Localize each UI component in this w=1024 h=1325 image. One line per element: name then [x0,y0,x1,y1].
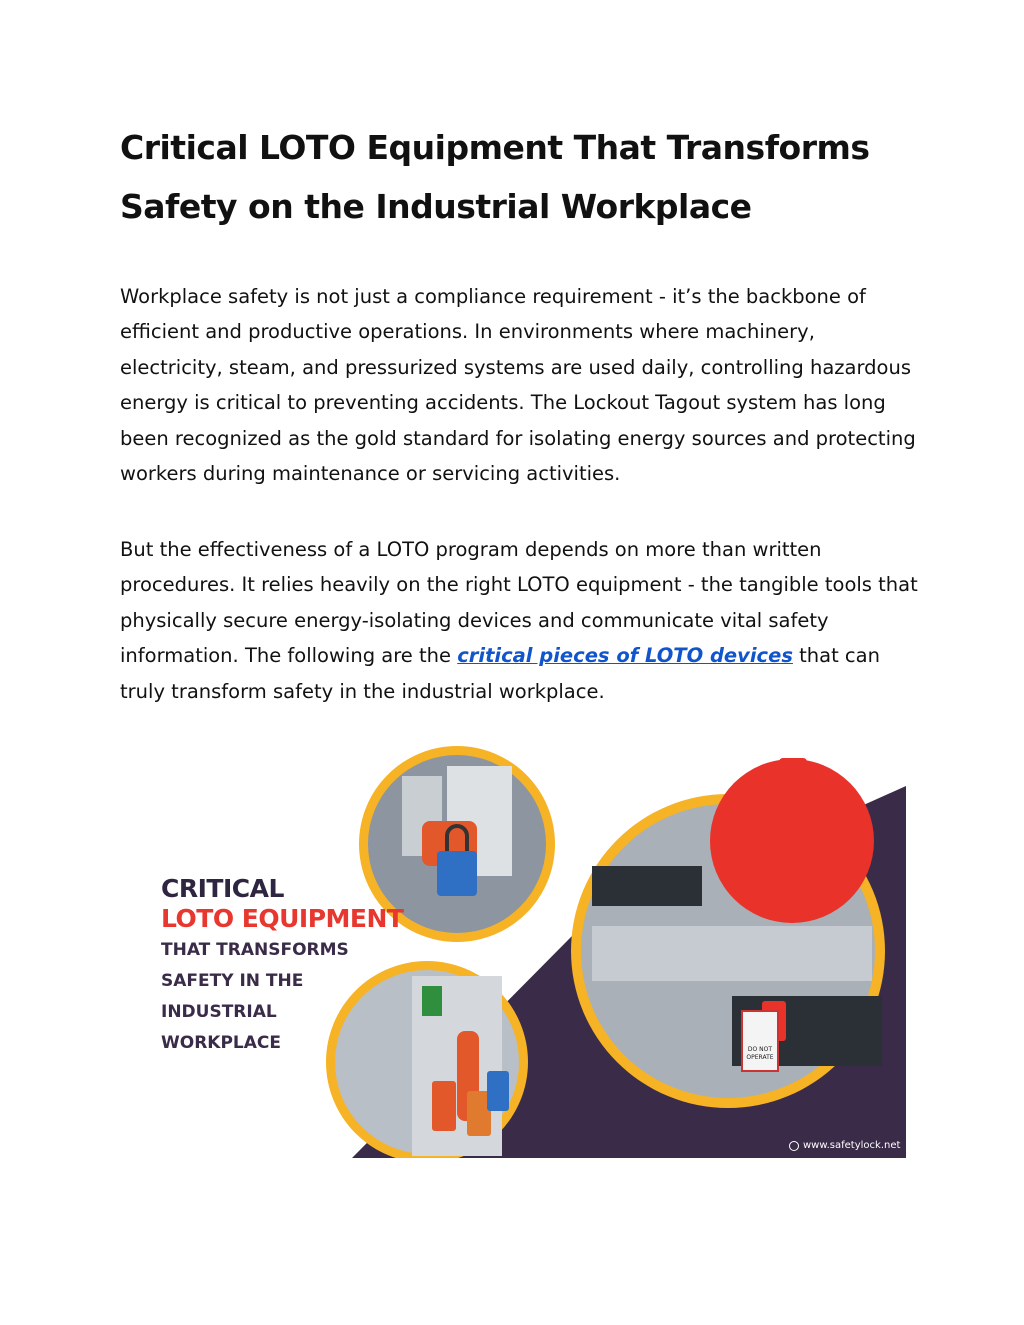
banner-line-workplace: WORKPLACE [161,1033,282,1053]
second-paragraph [120,532,920,709]
website-label: www.safetylock.net [803,1140,901,1151]
paragraph-text-before: But the effectiveness of a LOTO program depends on more than written procedures. It relies heavily on the right LOTO equipment - the tangible tools that physically secure energy-isolating devices and communicate vital safety information. The following are the [120,538,918,668]
svg-text:DO NOT: DO NOT [747,1046,773,1053]
banner-website [789,1140,900,1151]
paragraph-text-after: that can truly transform safety in the industrial workplace. [120,644,880,703]
danger-tag [742,1011,778,1071]
banner-line-loto-equipment: LOTO EQUIPMENT [161,904,404,933]
intro-paragraph: Workplace safety is not just a compliance requirement - it’s the backbone of efficient and productive operations. In environments where machinery, electricity, steam, and pressurized systems are used daily, controlling hazardous energy is critical to preventing accidents. The Lockout Tagout system has long been recognized as the gold standard for isolating energy sources and protecting workers during maintenance or servicing activities. [120,285,916,486]
banner-text-overlay [161,874,461,1058]
banner-line-transforms: THAT TRANSFORMS [161,940,349,960]
red-valve-cover [710,759,874,923]
banner-line-safety: SAFETY IN THE [161,971,304,991]
orange-padlock [432,1081,456,1131]
pipe [592,926,872,981]
svg-text:OPERATE: OPERATE [746,1054,774,1061]
blue-padlock-small [487,1071,509,1111]
article-title: Critical LOTO Equipment That Transforms Safety on the Industrial Workplace [120,128,870,226]
loto-devices-link[interactable]: critical pieces of LOTO devices [457,644,793,668]
banner-line-industrial: INDUSTRIAL [161,1002,277,1022]
banner-line-critical: CRITICAL [161,874,284,903]
globe-icon [789,1141,799,1151]
